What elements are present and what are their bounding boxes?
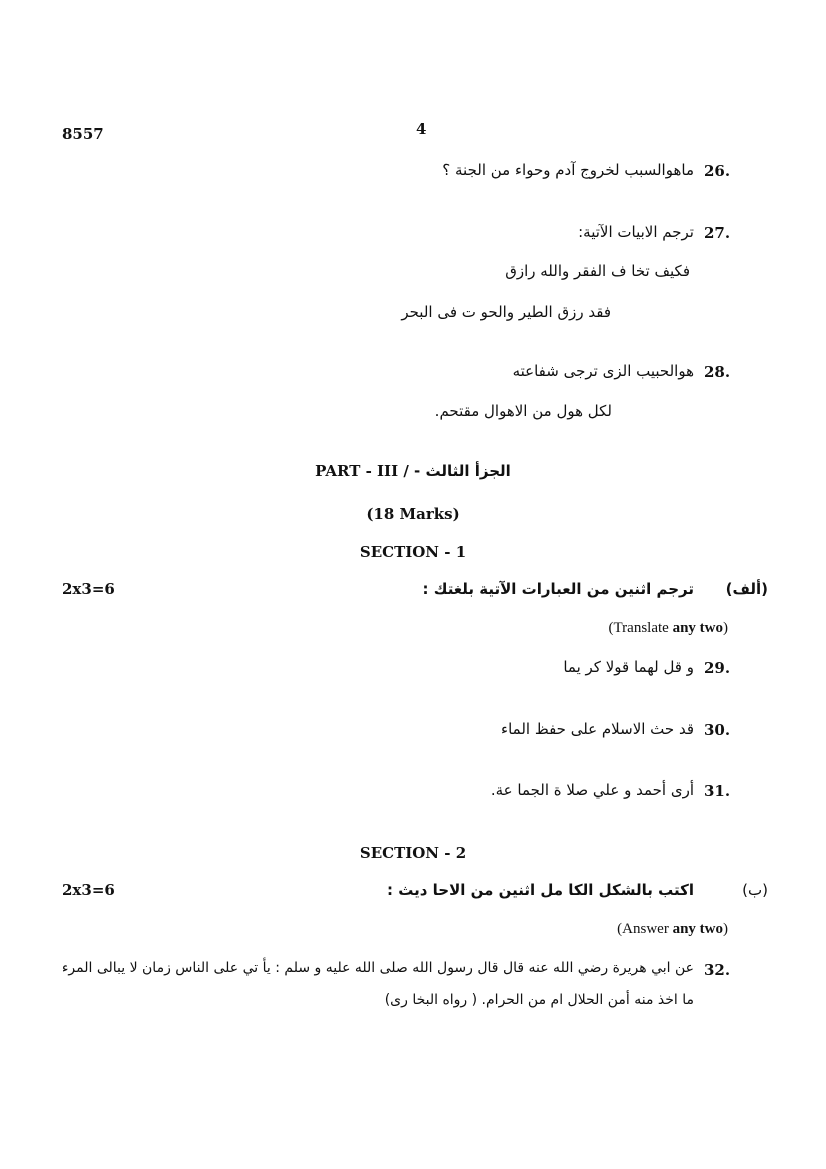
question-number-30: 30. [704,721,731,739]
question-32-line-1: عن ابي هريرة رضي الله عنه قال قال رسول الله صلى الله عليه و سلم : يأ تي على الناس زمان لا يبالى المرء [61,960,694,976]
question-27-text: ترجم الابيات الآتية: [578,223,694,241]
section-1-label: (ألف) [725,580,768,598]
question-26-text: ماهوالسبب لخروج آدم وحواء من الجنة ؟ [442,161,694,179]
question-28-line-1: هوالحبيب الزى ترجى شفاعته [512,362,694,380]
question-30-text: قد حث الاسلام على حفظ الماء [501,720,694,738]
part-three-title: PART - III / الجزأ الثالث - [315,462,511,480]
question-number-27: 27. [704,224,731,242]
question-32-line-2: ما اخذ منه أمن الحلال ام من الحرام. ( رواه البخا رى) [384,992,694,1008]
question-number-32: 32. [704,961,731,979]
part-three-marks: (18 Marks) [366,505,460,523]
answer-any-two: (Answer any two) [617,921,728,937]
question-number-31: 31. [704,782,731,800]
verse-line-2: فقد رزق الطير والحو ت فى البحر [401,303,611,321]
section-2-label: (ب) [742,881,768,899]
section-2-marks: 2x3=6 [62,881,115,899]
question-number-29: 29. [704,659,731,677]
verse-line-1: فكيف تخا ف الفقر والله رازق [505,262,690,280]
question-31-text: أرى أحمد و علي صلا ة الجما عة. [490,781,694,799]
section-1-instruction: ترجم اثنين من العبارات الآتية بلغتك : [422,580,694,598]
page-number: 4 [416,120,427,138]
translate-any-two: (Translate any two) [608,620,728,636]
exam-code: 8557 [62,125,104,143]
section-2-title: SECTION - 2 [359,844,467,862]
section-1-title: SECTION - 1 [359,543,467,561]
question-number-26: 26. [704,162,731,180]
question-28-line-2: لكل هول من الاهوال مقتحم. [434,402,612,420]
question-number-28: 28. [704,363,731,381]
section-1-marks: 2x3=6 [62,580,115,598]
question-29-text: و قل لهما قولا كر يما [563,658,694,676]
section-2-instruction: اكتب بالشكل الكا مل اثنين من الاحا ديث : [387,881,694,899]
